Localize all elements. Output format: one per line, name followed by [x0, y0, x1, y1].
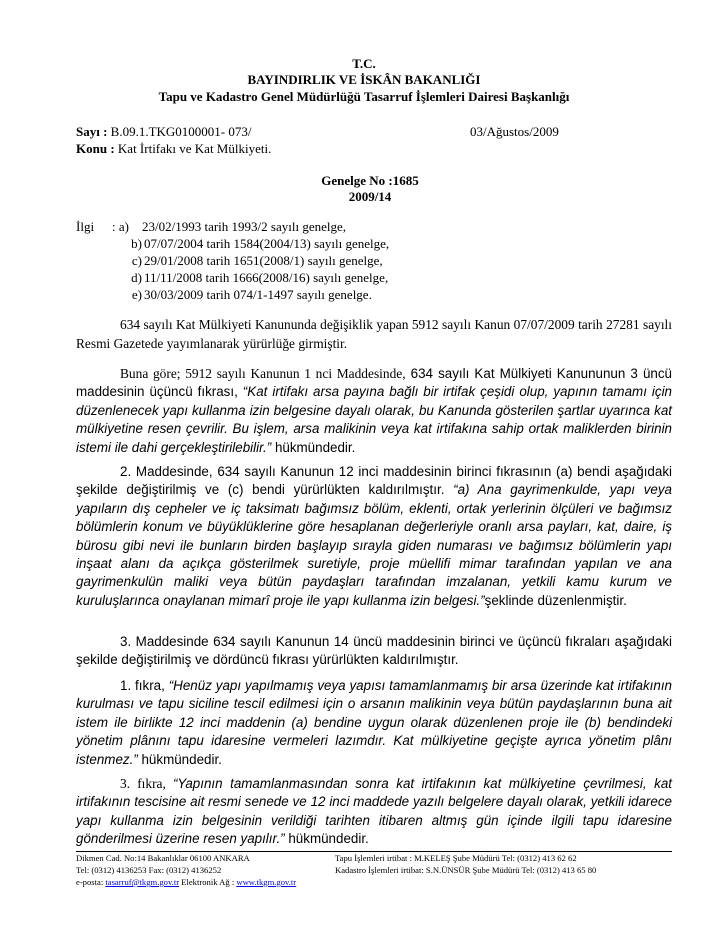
ilgi-text: 30/03/2009 tarih 074/1-1497 sayılı genelge.	[144, 287, 372, 302]
konu-line	[76, 140, 271, 157]
website-link[interactable]: www.tkgm.gov.tr	[236, 877, 297, 887]
footer-links	[76, 877, 296, 888]
document-date: 03/Ağustos/2009	[470, 124, 559, 139]
ilgi-text: 29/01/2008 tarih 1651(2008/1) sayılı genelge,	[144, 253, 383, 268]
header-tc: T.C.	[352, 56, 376, 71]
header-department: Tapu ve Kadastro Genel Müdürlüğü Tasarruf İşlemleri Dairesi Başkanlığı	[158, 89, 570, 104]
p6-end: hükmündedir.	[284, 831, 369, 847]
ilgi-key: b)	[131, 236, 142, 251]
ilgi-list	[112, 218, 389, 303]
p6-quote: “Yapının tamamlanmasından sonra kat irtifakının kat mülkiyetine çevrilmesi, kat irtifakının tescisine ait resmi senede ve 12 inci maddede yazılı belgelere dayalı olarak, yetkili idarece yapı kullanma izin belgesinin verildiği tarihten itibaren altmış gün içinde ilgili tapu idaresine gönderilmesi üzerine resen yapılır.”	[76, 776, 672, 847]
genelge-year: 2009/14	[348, 189, 392, 204]
p5-quote: “Henüz yapı yapılmamış veya yapısı tamamlanmamış bir arsa üzerinde kat irtifakının kurulması ve tapu siciline tescil edilmesi için o arsanın malikinin veya bütün paydaşlarının buna ait istem ile birlikte 12 inci maddenin (a) bendine uygun olarak düzenlenen proje ile (b) bendindeki yönetim plânını tapu idaresine vermeleri lazımdır. Kat mülkiyetine geçişte ayrıca yönetim plânı istenmez.”	[76, 678, 672, 767]
footer-phone: Tel: (0312) 4136253 Fax: (0312) 4136252	[76, 865, 222, 875]
ilgi-key: e)	[131, 287, 142, 302]
network-label: Elektronik Ağ :	[181, 877, 235, 887]
footer-address: Dikmen Cad. No:14 Bakanlıklar 06100 ANKARA	[76, 853, 250, 863]
ilgi-item	[112, 269, 389, 286]
email-label: e-posta:	[76, 877, 104, 887]
p2-lead: 634 sayılı Kat Mülkiyeti Kanununun 3 üncü maddesinin üçüncü fıkrası,	[76, 366, 672, 400]
p3-end: şeklinde düzenlenmiştir.	[484, 592, 627, 608]
ilgi-item	[112, 235, 389, 252]
ilgi-text: 11/11/2008 tarih 1666(2008/16) sayılı genelge,	[144, 270, 389, 285]
paragraph-4: 3. Maddesinde 634 sayılı Kanunun 14 üncü maddesinin birinci ve üçüncü fıkraları aşağıdaki şekilde değiştirilmiş ve dördüncü fıkrası yürürlükten kaldırılmıştır.	[76, 634, 672, 668]
paragraph-5	[76, 677, 672, 769]
p2-intro: Buna göre; 5912 sayılı Kanunun 1 nci Maddesinde,	[120, 366, 406, 381]
footer-contact-tapu: Tapu İşlemleri irtibat : M.KELEŞ Şube Müdürü Tel: (0312) 413 62 62	[335, 853, 577, 863]
ilgi-key: d)	[131, 270, 142, 285]
konu-value: Kat İrtifakı ve Kat Mülkiyeti.	[117, 141, 272, 156]
p3-quote: “a) Ana gayrimenkulde, yapı veya yapıların dış cepheler ve iç taksimatı bağımsız bölüm, eklenti, ortak yerlerinin ölçüleri ve bağımsız bölümlerin konum ve büyüklüklerine göre hesaplanan değerleriyle oranlı arsa payları, kat, daire, iş bürosu gibi nevi ile bunların birden başlayıp sırayla giden numarası ve bağımsız bölümlerin yapı inşaat alanı da açıkça gösterilmek suretiyle, proje müellifi mimar tarafından yapılan ve ana gayrimenkulün maliki veya bütün paydaşları tarafından imzalanan, yetkili kamu kurum ve kuruluşlarınca onaylanan mimarî proje ile yapı kullanma izin belgesi.”	[76, 482, 672, 608]
p3-lead: 2. Maddesinde, 634 sayılı Kanunun 12 inci maddesinin birinci fıkrasının (a) bendi aşağıdaki şekilde değiştirilmiş ve (c) bendi yürürlükten kaldırılmıştır.	[76, 464, 672, 498]
p5-end: hükmündedir.	[137, 751, 222, 767]
ilgi-key: : a)	[112, 219, 129, 234]
p2-quote: “Kat irtifakı arsa payına bağlı bir irtifak çeşidi olup, yapının tamamı için düzenlenecek yapı kullanma izin belgesine dayalı olarak, bu Kanunda gösterilen şartlar uyarınca kat mülkiyetine resen çevrilir. Bu işlem, arsa malikinin veya kat irtifakına sahip ortak maliklerden birinin istemi ile dahi gerçekleştirilebilir.”	[76, 384, 672, 455]
ilgi-item	[112, 286, 389, 303]
header-ministry: BAYINDIRLIK VE İSKÂN BAKANLIĞI	[247, 72, 481, 87]
ilgi-text: 23/02/1993 tarih 1993/2 sayılı genelge,	[142, 219, 346, 234]
genelge-number: Genelge No :1685	[321, 173, 419, 188]
paragraph-3	[76, 463, 672, 610]
ilgi-item	[112, 252, 389, 269]
ilgi-label: İlgi	[76, 219, 95, 234]
paragraph-1: 634 sayılı Kat Mülkiyeti Kanununda değişiklik yapan 5912 sayılı Kanun 07/07/2009 tarih 27281 sayılı Resmi Gazetede yayımlanarak yürürlüğe girmiştir.	[76, 317, 672, 351]
sayi-line	[76, 123, 252, 140]
konu-label: Konu :	[76, 141, 115, 156]
email-link[interactable]: tasarruf@tkgm.gov.tr	[105, 877, 180, 887]
p2-end: hükmündedir.	[271, 439, 356, 455]
ilgi-text: 07/07/2004 tarih 1584(2004/13) sayılı genelge,	[144, 236, 390, 251]
sayi-label: Sayı :	[76, 124, 108, 139]
p5-lead: 1. fıkra,	[120, 678, 169, 693]
ilgi-item	[112, 218, 389, 235]
paragraph-2	[76, 365, 672, 457]
sayi-value: B.09.1.TKG0100001- 073/	[110, 124, 252, 139]
paragraph-6	[76, 775, 672, 849]
footer-divider	[76, 851, 672, 852]
p6-lead: 3. fıkra,	[120, 776, 173, 791]
ilgi-key: c)	[131, 253, 142, 268]
footer-contact-kadastro: Kadastro İşlemleri irtibat: S.N.ÜNSÜR Şube Müdürü Tel: (0312) 413 65 80	[335, 865, 597, 875]
